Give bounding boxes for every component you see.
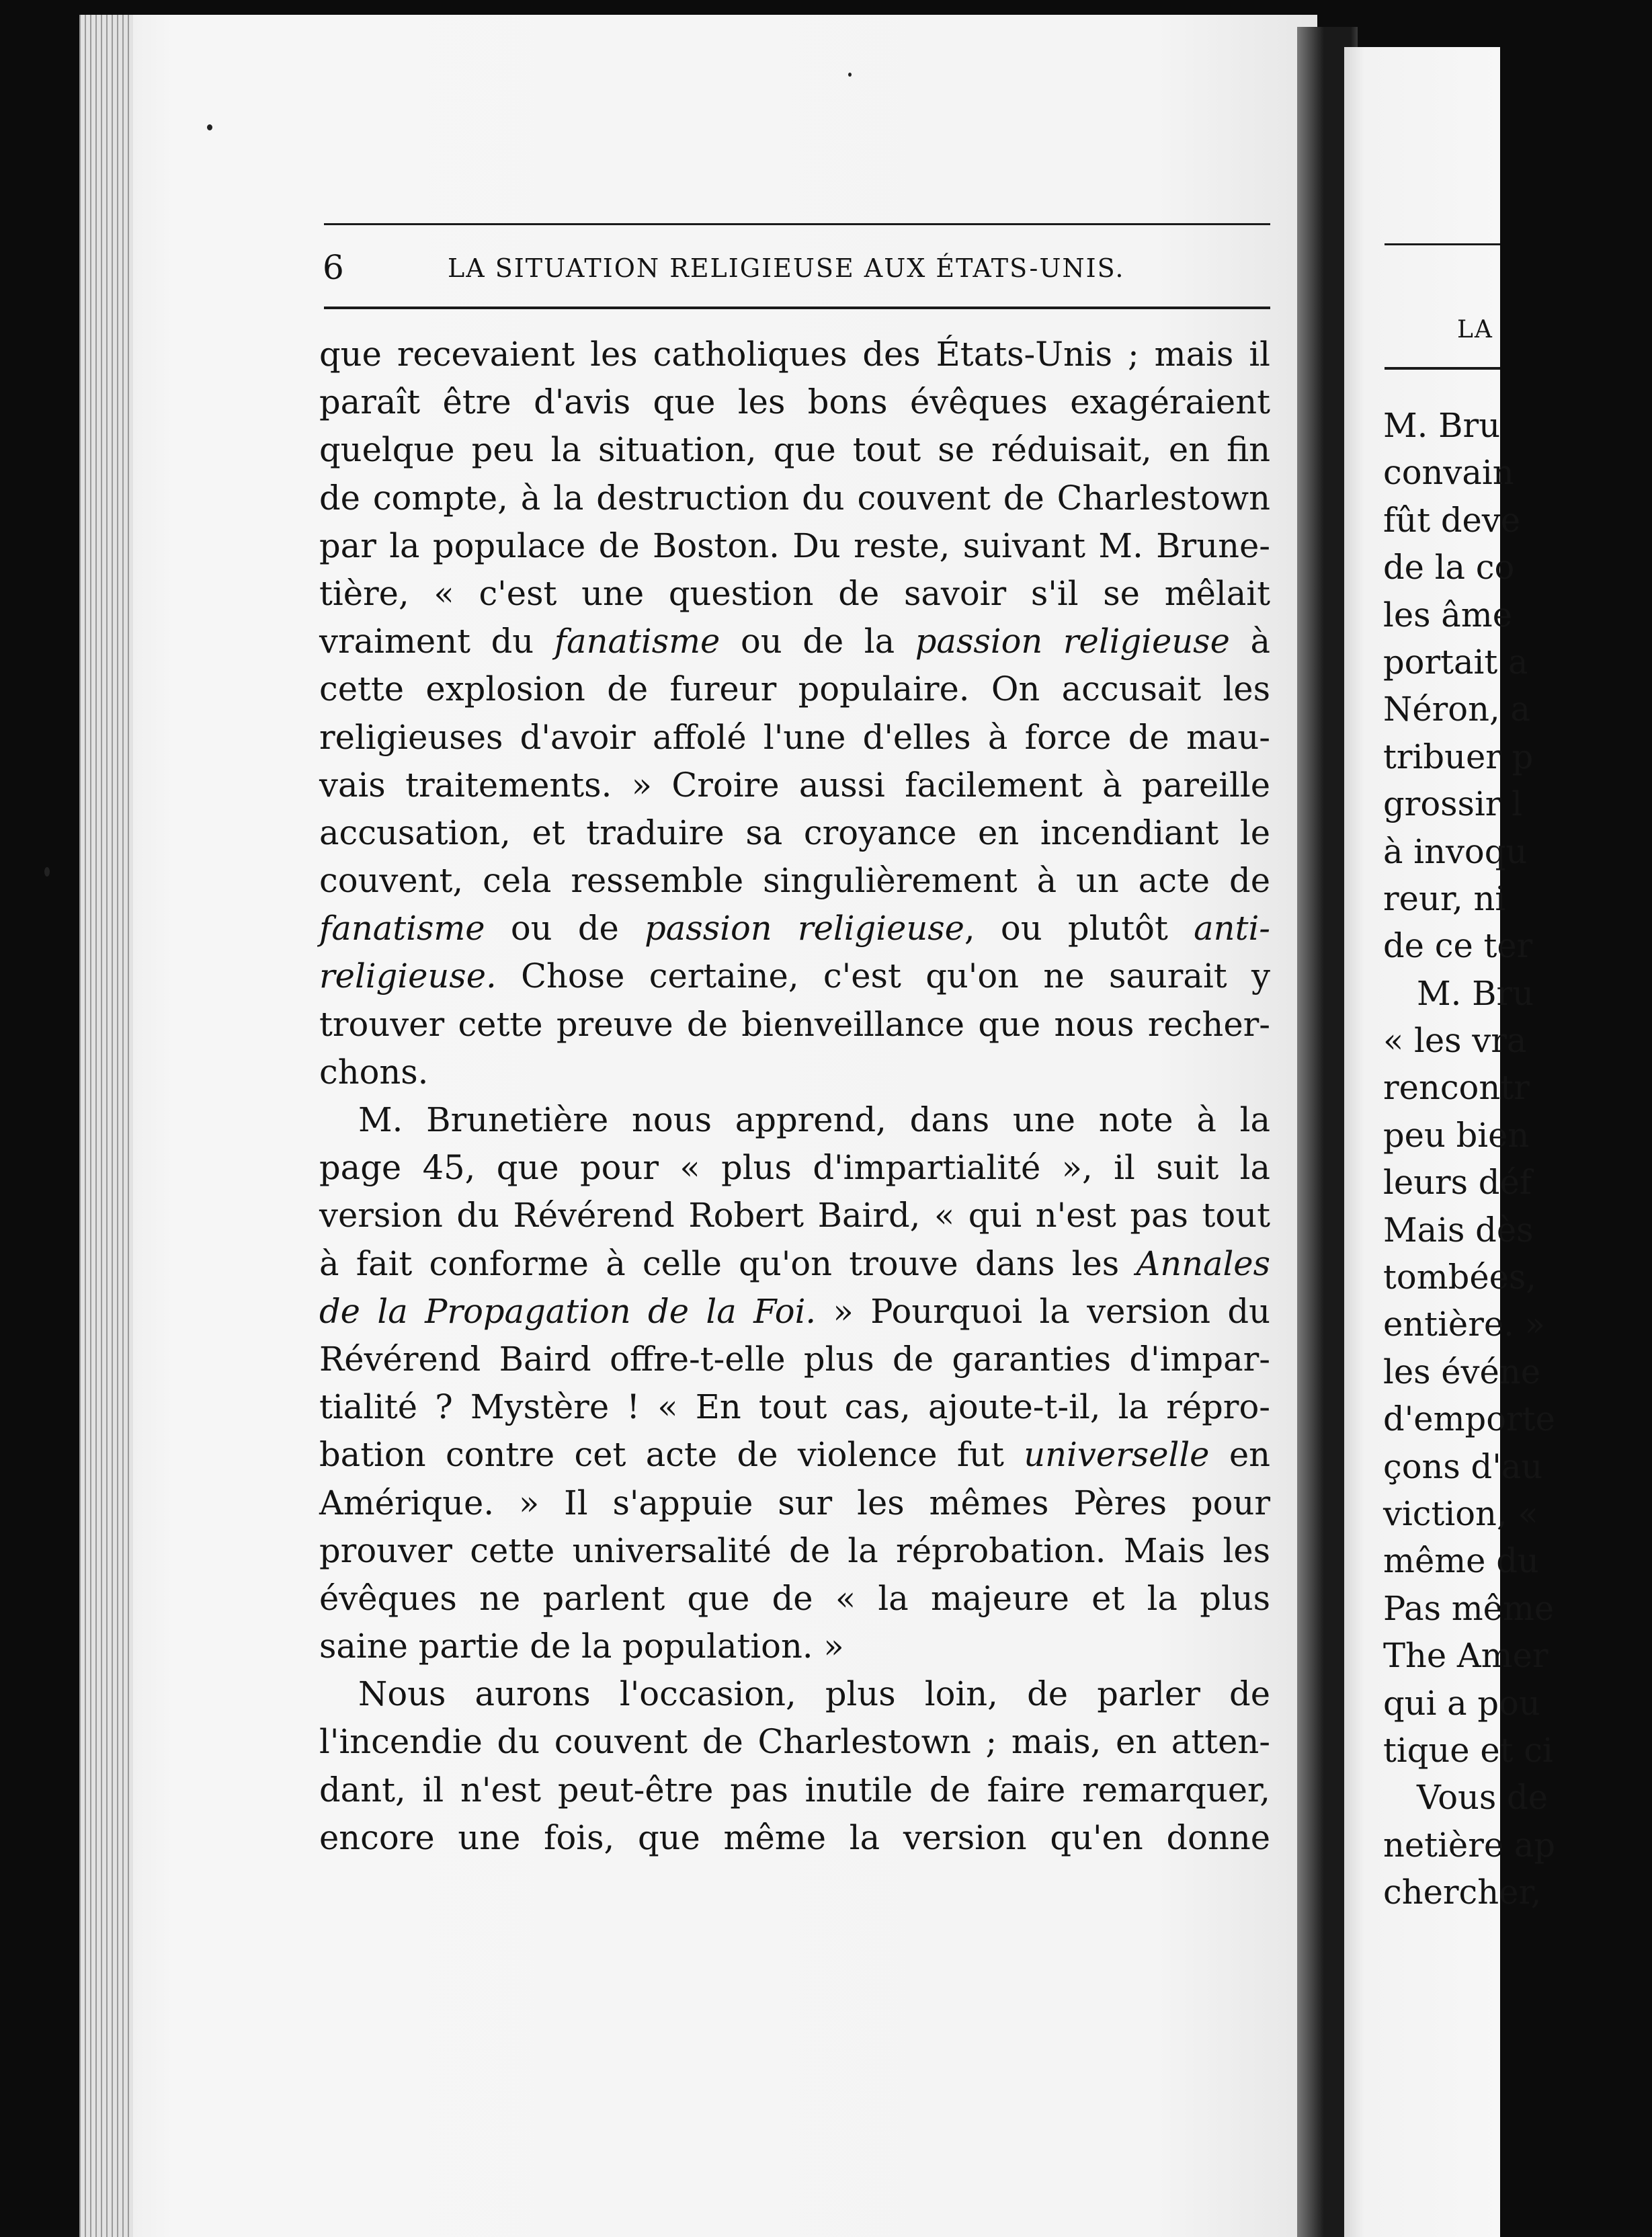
facing-text-line: fût deve <box>1383 500 1521 540</box>
text-line: vraiment du fanatisme ou de la passion religieuse à <box>319 622 1270 661</box>
facing-text-line: même du <box>1383 1541 1539 1581</box>
facing-text-line: M. Bru <box>1417 973 1534 1013</box>
dust-speck <box>44 867 50 877</box>
header-rule-top <box>324 223 1270 225</box>
text-line: saine partie de la population. » <box>319 1627 844 1666</box>
italic-term: Annales <box>1136 1244 1270 1283</box>
dust-speck <box>848 73 852 77</box>
facing-text-line: chercher, <box>1383 1873 1542 1912</box>
text-line: tialité ? Mystère ! « En tout cas, ajoute-t-il, la répro- <box>319 1387 1270 1427</box>
facing-page <box>1344 47 1556 2237</box>
header-rule-bottom <box>324 307 1270 309</box>
page-edges <box>79 15 133 2237</box>
facing-text-line: grossir l <box>1383 784 1523 824</box>
facing-text-line: The Amer <box>1383 1636 1548 1676</box>
text-line: bation contre cet acte de violence fut universelle en <box>319 1435 1270 1475</box>
facing-text-line: entière. » <box>1383 1305 1545 1344</box>
text-line: cette explosion de fureur populaire. On accusait les <box>319 669 1270 709</box>
facing-running-title: LA <box>1457 316 1493 343</box>
facing-text-line: tombées, <box>1383 1258 1537 1297</box>
facing-text-line: rencontr <box>1383 1068 1530 1108</box>
facing-text-line: de la co <box>1383 548 1515 587</box>
text-line: Nous aurons l'occasion, plus loin, de parler de <box>358 1674 1270 1714</box>
italic-term: de la Propagation de la Foi. <box>319 1291 817 1331</box>
facing-text-line: M. Bru <box>1383 406 1501 445</box>
facing-text-line: Vous de <box>1417 1778 1548 1818</box>
facing-body-text <box>1383 402 1652 1916</box>
facing-text-line: viction, « <box>1383 1494 1538 1533</box>
facing-text-line: qui a pou <box>1383 1683 1540 1723</box>
facing-text-line: Pas même <box>1383 1588 1555 1628</box>
facing-text-line: Mais dès <box>1383 1210 1534 1250</box>
text-line: tière, « c'est une question de savoir s'il se mêlait <box>319 573 1270 613</box>
facing-header-rule-top <box>1385 243 1500 245</box>
text-line: accusation, et traduire sa croyance en incendiant le <box>319 813 1270 852</box>
text-line: vais traitements. » Croire aussi facilement à pareille <box>319 765 1270 805</box>
text-line: que recevaient les catholiques des États-Unis ; mais il <box>319 335 1270 374</box>
facing-text-line: convain <box>1383 453 1514 493</box>
facing-text-line: « les vra <box>1383 1021 1527 1061</box>
italic-term: fanatisme <box>554 622 720 661</box>
text-line: Révérend Baird offre-t-elle plus de garanties d'impar- <box>319 1339 1270 1379</box>
running-title: LA SITUATION RELIGIEUSE AUX ÉTATS-UNIS. <box>448 253 1125 283</box>
text-line: de compte, à la destruction du couvent de Charlestown <box>319 478 1270 518</box>
text-line: dant, il n'est peut-être pas inutile de faire remarquer, <box>319 1770 1270 1809</box>
italic-term: universelle <box>1024 1435 1210 1475</box>
facing-text-line: les événe <box>1383 1352 1540 1391</box>
body-text <box>319 331 1270 1862</box>
text-line: Amérique. » Il s'appuie sur les mêmes Pères pour <box>319 1483 1270 1522</box>
text-line: religieuses d'avoir affolé l'une d'elles à force de mau- <box>319 717 1270 757</box>
text-line: l'incendie du couvent de Charlestown ; mais, en atten- <box>319 1722 1270 1762</box>
italic-term: passion religieuse <box>645 909 964 948</box>
facing-text-line: çons d'au <box>1383 1447 1543 1486</box>
text-line: encore une fois, que même la version qu'en donne <box>319 1818 1270 1857</box>
text-line: évêques ne parlent que de « la majeure et la plus <box>319 1578 1270 1618</box>
text-line: quelque peu la situation, que tout se réduisait, en fin <box>319 430 1270 470</box>
text-line: chons. <box>319 1052 429 1092</box>
facing-text-line: reur, ni <box>1383 879 1506 918</box>
text-line: M. Brunetière nous apprend, dans une note à la <box>358 1100 1270 1139</box>
text-line: fanatisme ou de passion religieuse, ou plutôt anti- <box>319 909 1271 948</box>
facing-header-rule-bottom <box>1385 367 1500 370</box>
text-line: prouver cette universalité de la réprobation. Mais les <box>319 1531 1270 1570</box>
text-line: de la Propagation de la Foi. » Pourquoi la version du <box>319 1291 1270 1331</box>
text-line: par la populace de Boston. Du reste, suivant M. Brune- <box>319 526 1270 565</box>
facing-text-line: tribuer p <box>1383 737 1534 776</box>
text-line: page 45, que pour « plus d'impartialité », il suit la <box>319 1148 1270 1188</box>
text-line: trouver cette preuve de bienveillance que nous recher- <box>319 1004 1270 1044</box>
page-number: 6 <box>323 248 344 287</box>
text-line: paraît être d'avis que les bons évêques exagéraient <box>319 382 1270 422</box>
running-header <box>323 243 1270 290</box>
facing-text-line: à invoqu <box>1383 831 1528 871</box>
facing-text-line: leurs déf <box>1383 1163 1532 1203</box>
italic-term: passion religieuse <box>915 622 1230 661</box>
italic-term: fanatisme <box>319 909 485 948</box>
facing-text-line: de ce ter <box>1383 926 1533 966</box>
dust-speck <box>207 124 212 130</box>
italic-term: anti- <box>1194 909 1271 948</box>
facing-text-line: peu bien <box>1383 1115 1530 1155</box>
text-line: religieuse. Chose certaine, c'est qu'on ne saurait y <box>319 957 1270 996</box>
text-line: à fait conforme à celle qu'on trouve dans les Annales <box>319 1244 1270 1283</box>
facing-text-line: d'emporte <box>1383 1399 1555 1439</box>
facing-text-line: portait a <box>1383 642 1528 682</box>
facing-text-line: netière ap <box>1383 1825 1556 1865</box>
italic-term: religieuse. <box>319 957 497 996</box>
facing-text-line: tique et ci <box>1383 1730 1553 1770</box>
facing-text-line: Néron, a <box>1383 690 1530 729</box>
text-line: couvent, cela ressemble singulièrement à un acte de <box>319 861 1270 901</box>
text-line: version du Révérend Robert Baird, « qui n'est pas tout <box>319 1196 1270 1235</box>
facing-text-line: les âme <box>1383 595 1513 635</box>
